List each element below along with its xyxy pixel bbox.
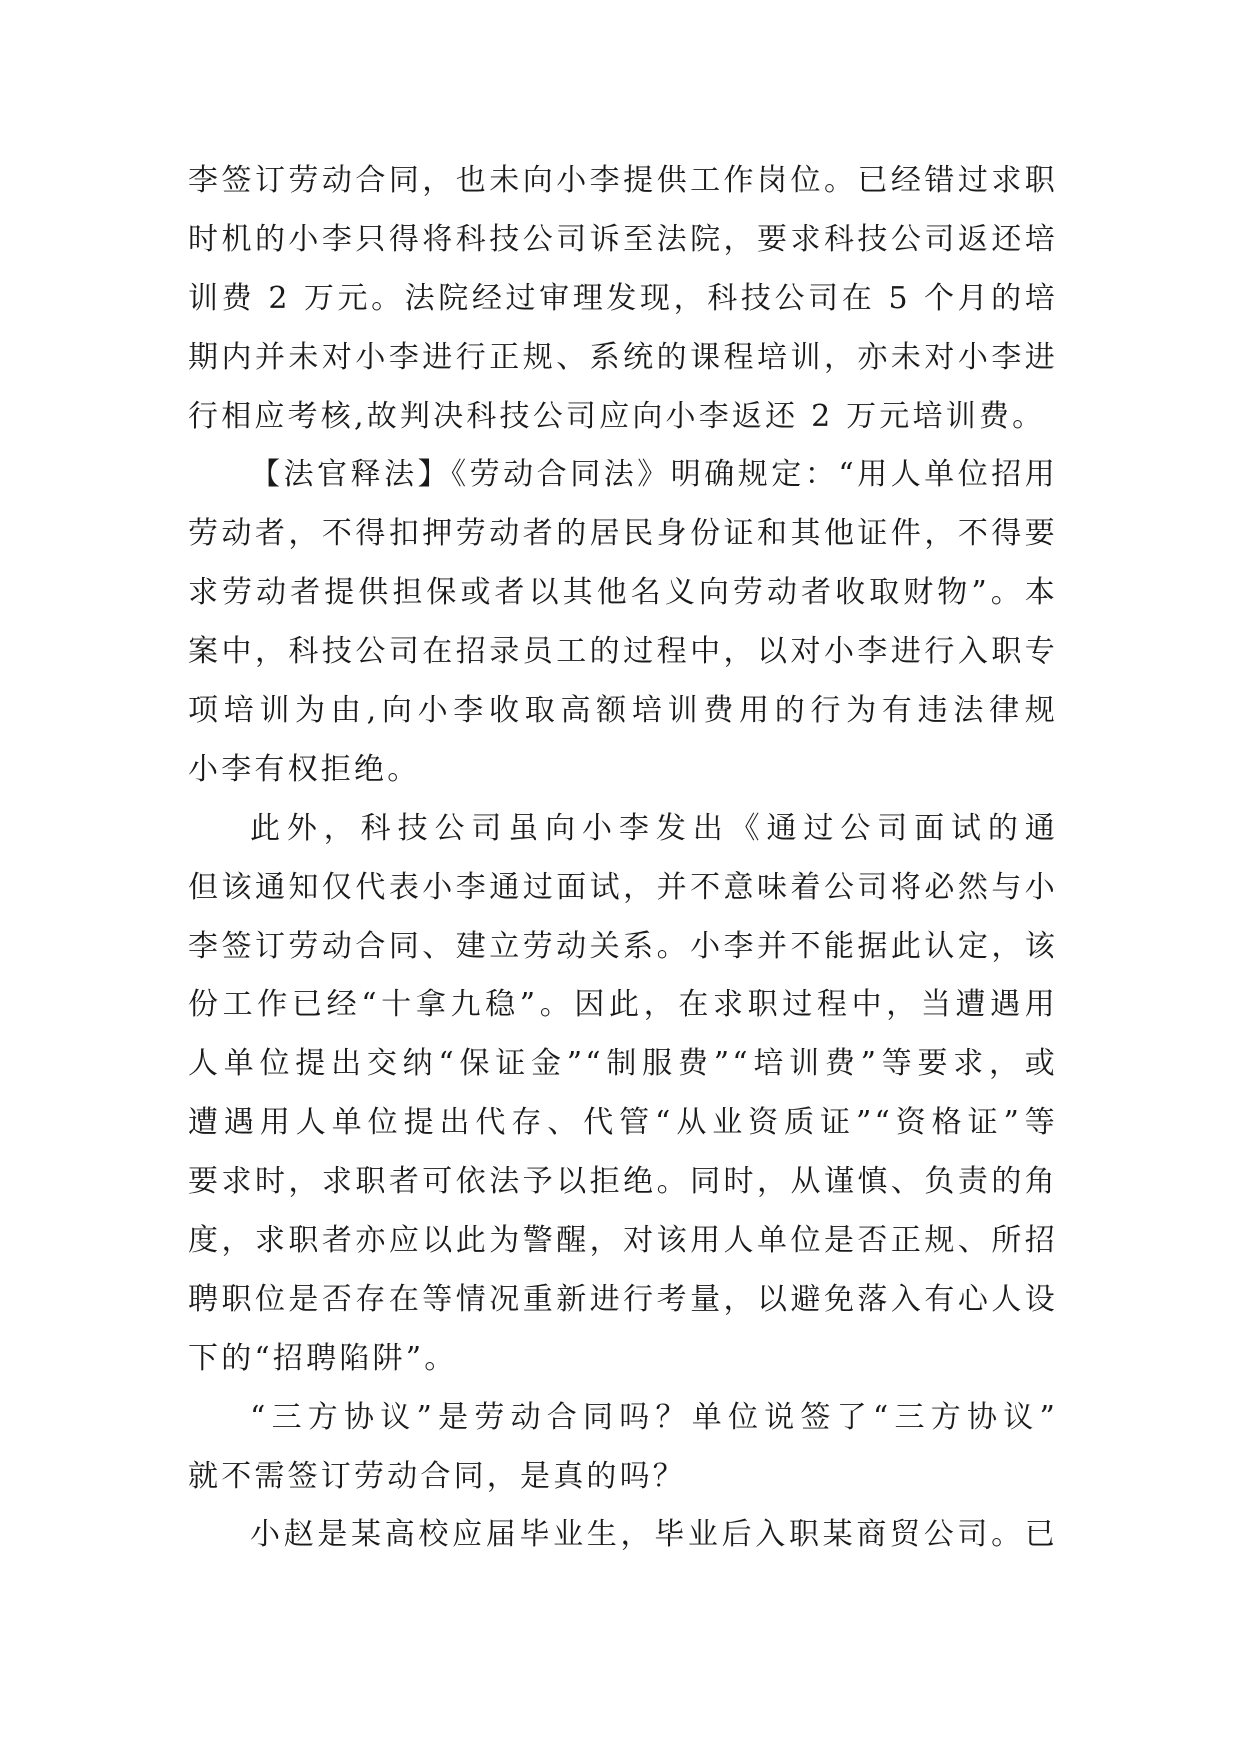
- text-line: 行相应考核,故判决科技公司应向小李返还 2 万元培训费。: [188, 398, 1046, 434]
- text-line: 聘职位是否存在等情况重新进行考量，以避免落入有心人设: [188, 1281, 1058, 1317]
- paragraph-additional-notes: [188, 800, 1058, 1389]
- paragraph-question-heading: [188, 1389, 1058, 1507]
- text-line: 遭遇用人单位提出代存、代管“从业资质证”“资格证”等: [188, 1105, 1058, 1141]
- text-line: 度，求职者亦应以此为警醒，对该用人单位是否正规、所招: [188, 1223, 1058, 1259]
- text-line: 就不需签订劳动合同，是真的吗？: [188, 1458, 686, 1494]
- text-line: 训费 2 万元。法院经过审理发现，科技公司在 5 个月的培: [188, 280, 1058, 316]
- text-line: 【法官释法】《劳动合同法》明确规定：“用人单位招用: [250, 457, 1058, 493]
- text-line: 求劳动者提供担保或者以其他名义向劳动者收取财物”。本: [188, 575, 1058, 611]
- text-line: 小赵是某高校应届毕业生，毕业后入职某商贸公司。已: [250, 1517, 1058, 1553]
- paragraph-case-intro: [188, 1506, 1058, 1565]
- text-line: 项培训为由,向小李收取高额培训费用的行为有违法律规: [188, 693, 1058, 729]
- text-line: 但该通知仅代表小李通过面试，并不意味着公司将必然与小: [188, 869, 1058, 905]
- text-line: 李签订劳动合同，也未向小李提供工作岗位。已经错过求职: [188, 163, 1058, 198]
- text-line: 份工作已经“十拿九稳”。因此，在求职过程中，当遭遇用: [188, 987, 1058, 1023]
- text-line: 小李有权拒绝。: [188, 751, 421, 787]
- text-line: 案中，科技公司在招录员工的过程中，以对小李进行入职专: [188, 634, 1058, 670]
- text-line: 李签订劳动合同、建立劳动关系。小李并不能据此认定，该: [188, 928, 1058, 964]
- text-line: 劳动者，不得扣押劳动者的居民身份证和其他证件，不得要: [188, 516, 1058, 552]
- paragraph-judge-explanation: [188, 446, 1058, 799]
- text-line: “三方协议”是劳动合同吗？单位说签了“三方协议”: [250, 1399, 1058, 1435]
- text-line: 下的“招聘陷阱”。: [188, 1340, 458, 1376]
- text-line: 时机的小李只得将科技公司诉至法院，要求科技公司返还培: [188, 221, 1058, 257]
- document-body: [188, 152, 1058, 1565]
- paragraph-case-result: [188, 152, 1058, 446]
- text-line: 人单位提出交纳“保证金”“制服费”“培训费”等要求，或: [188, 1046, 1058, 1082]
- text-line: 此外，科技公司虽向小李发出《通过公司面试的通: [250, 810, 1058, 846]
- text-line: 要求时，求职者可依法予以拒绝。同时，从谨慎、负责的角: [188, 1164, 1058, 1200]
- text-line: 期内并未对小李进行正规、系统的课程培训，亦未对小李进: [188, 339, 1058, 375]
